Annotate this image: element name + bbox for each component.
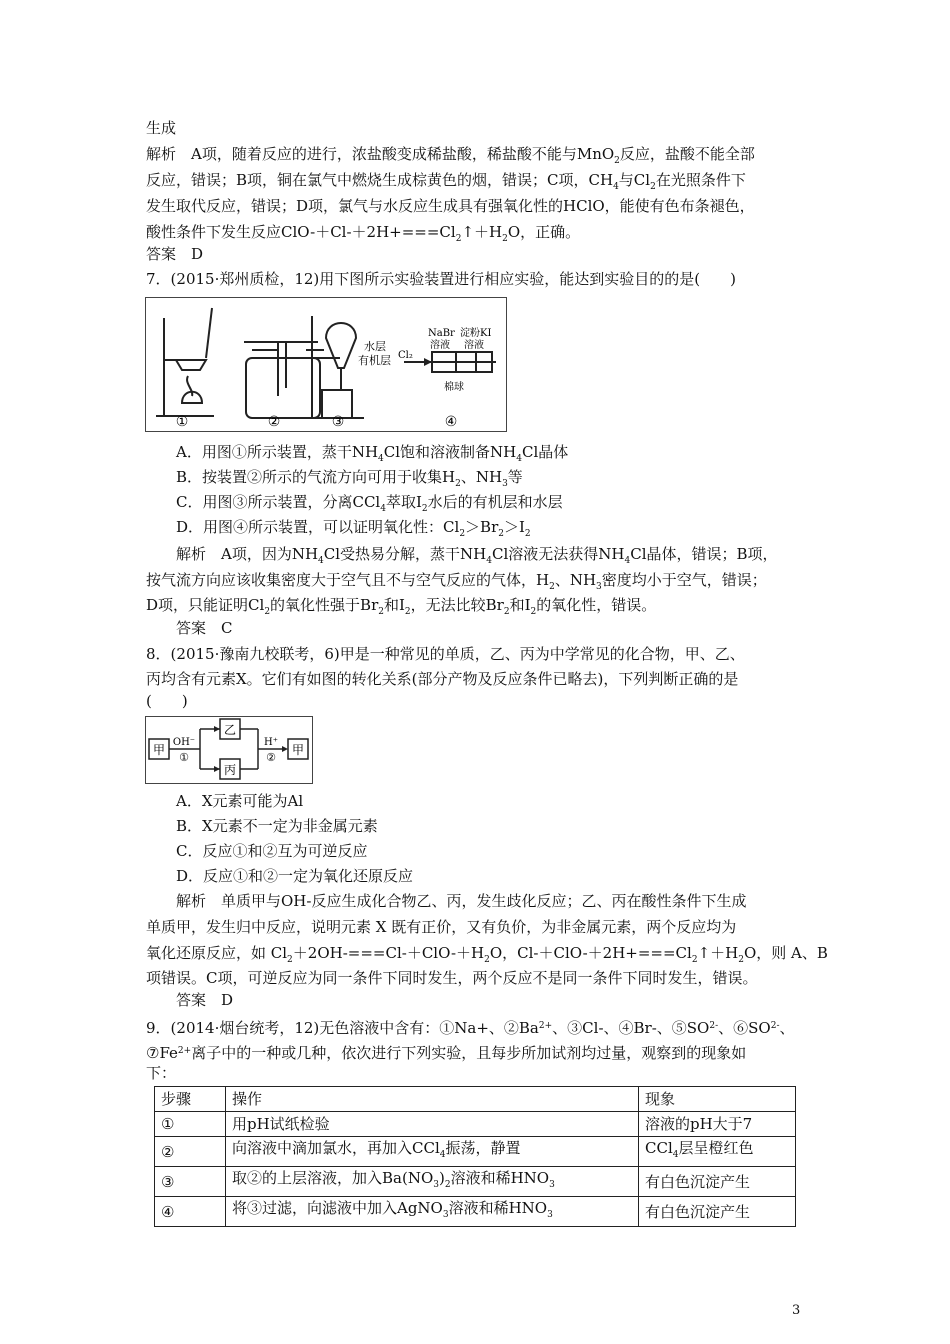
table-header-row (155, 1087, 796, 1112)
step2-label: ② (266, 751, 276, 764)
column-header: 步骤 (155, 1087, 226, 1112)
nabr-solution-label: 溶液 (430, 340, 450, 351)
page-number: 3 (792, 1303, 801, 1318)
answer: 答案 C (176, 619, 233, 637)
result-cell: 溶液的pH大于7 (639, 1112, 796, 1137)
question-9: 下： (146, 1064, 177, 1082)
explanation-line: 解析 单质甲与OH-反应生成化合物乙、丙，发生歧化反应；乙、丙在酸性条件下生成 (176, 892, 747, 910)
conversion-diagram (145, 716, 313, 784)
option-a: A．用图①所示装置，蒸干$NH_4Cl$饱和溶液制备$NH_4Cl$晶体 (176, 443, 569, 464)
fig-label-2: ② (267, 414, 281, 430)
cotton-label: 棉球 (444, 382, 464, 393)
starch-ki-label: 淀粉KI (460, 328, 492, 339)
answer: 答案 D (176, 991, 234, 1009)
starch-solution-label: 溶液 (464, 340, 484, 351)
option-c: C．用图③所示装置，分离CCl$_4$萃取$I_2$水后的有机层和水层 (176, 493, 563, 514)
explanation-line: 氧化还原反应，如 $Cl_2+2OH-===Cl-+ClO-+H_2O$，$Cl-+ClO-+2H+===Cl_2↑+H_2O$，则 A、B (146, 944, 828, 965)
fig-label-4: ④ (444, 414, 458, 430)
explanation-line: D项，只能证明$Cl_2$的氧化性强于$Br_2$和$I_2$，无法比较$Br_2$和$I_2$的氧化性，错误。 (146, 596, 657, 617)
table-row (155, 1197, 796, 1227)
text-line: 生成 (146, 119, 177, 137)
explanation-line: 单质甲，发生归中反应，说明元素 X 既有正价，又有负价，为非金属元素，两个反应均为 (146, 918, 737, 936)
operation-cell: 向溶液中滴加氯水，再加入CCl$_4$振荡，静置 (226, 1137, 639, 1167)
text-line: 酸性条件下发生反应ClO-$+Cl-+2H+===Cl_2↑+H_2O$，正确。 (146, 223, 581, 244)
step-cell: ④ (155, 1197, 226, 1227)
option-d: D．用图④所示装置，可以证明氧化性：$Cl_2>Br_2>I_2$ (176, 518, 531, 539)
h-label: H⁺ (264, 737, 278, 748)
option-b: B．按装置②所示的气流方向可用于收集$H_2$、$NH_3$等 (176, 468, 523, 489)
question-9: $⑦Fe^{2+}$离子中的一种或几种，依次进行下列实验，且每步所加试剂均过量，观察到的现象如 (146, 1044, 747, 1062)
text-line: 解析 A项，随着反应的进行，浓盐酸变成稀盐酸，稀盐酸不能与MnO$_2$反应，盐酸不能全部 (146, 145, 755, 166)
step1-label: ① (179, 751, 189, 764)
explanation-line: 解析 A项，因为$NH_4Cl$受热易分解，蒸干$NH_4Cl$溶液无法获得$NH_4Cl$晶体，错误；B项， (176, 545, 778, 566)
text-line: 反应，错误；B项，铜在氯气中燃烧生成棕黄色的烟，错误；C项，$CH_4$与$Cl_2$在光照条件下 (146, 171, 746, 192)
fig-label-3: ③ (331, 414, 345, 430)
table-row (155, 1112, 796, 1137)
table-row (155, 1137, 796, 1167)
yi-node: 乙 (223, 723, 237, 737)
question-8: ( ) (146, 692, 188, 710)
explanation-line: 项错误。C项，可逆反应为同一条件下同时发生，两个反应不是同一条件下同时发生，错误。 (146, 969, 758, 987)
oh-label: OH⁻ (172, 737, 196, 748)
organic-layer-label: 有机层 (358, 354, 391, 367)
column-header: 操作 (226, 1087, 639, 1112)
operation-cell: 用pH试纸检验 (226, 1112, 639, 1137)
water-layer-label: 水层 (364, 340, 386, 353)
result-cell: CCl$_4$层呈橙红色 (639, 1137, 796, 1167)
column-header: 现象 (639, 1087, 796, 1112)
result-cell: 有白色沉淀产生 (639, 1197, 796, 1227)
answer: 答案 D (146, 245, 204, 263)
step-cell: ③ (155, 1167, 226, 1197)
step-cell: ① (155, 1112, 226, 1137)
text-line: 发生取代反应，错误；D项，氯气与水反应生成具有强氧化性的HClO，能使有色布条褪色， (146, 197, 755, 215)
question-8: 8．(2015·豫南九校联考，6)甲是一种常见的单质，乙、丙为中学常见的化合物，甲、乙、 (146, 645, 745, 663)
step-cell: ② (155, 1137, 226, 1167)
jia-node: 甲 (152, 743, 166, 757)
fig-label-1: ① (175, 414, 189, 430)
nabr-label: NaBr (428, 328, 455, 339)
cl2-label: Cl₂ (398, 350, 413, 361)
result-cell: 有白色沉淀产生 (639, 1167, 796, 1197)
apparatus-figure (145, 297, 507, 432)
option-c: C．反应①和②互为可逆反应 (176, 842, 368, 860)
operation-cell: 取②的上层溶液，加入$Ba(NO_3)_2$溶液和稀$HNO_3$ (226, 1167, 639, 1197)
question-7: 7．(2015·郑州质检，12)用下图所示实验装置进行相应实验，能达到实验目的的是( ) (146, 270, 736, 288)
question-9: 9．(2014·烟台统考，12)无色溶液中含有：①Na+、$②Ba^{2+}$、③Cl-、④Br-、$⑤SO^{2-}$、$⑥SO^{2-}$、 (146, 1019, 795, 1037)
jia-node: 甲 (291, 743, 305, 757)
table-row (155, 1167, 796, 1197)
option-b: B．X元素不一定为非金属元素 (176, 817, 378, 835)
option-a: A．X元素可能为Al (176, 792, 304, 810)
experiment-table (154, 1086, 796, 1227)
question-8: 丙均含有元素X。它们有如图的转化关系(部分产物及反应条件已略去)，下列判断正确的是 (146, 670, 739, 688)
option-d: D．反应①和②一定为氧化还原反应 (176, 867, 414, 885)
operation-cell: 将③过滤，向滤液中加入AgNO$_3$溶液和稀$HNO_3$ (226, 1197, 639, 1227)
explanation-line: 按气流方向应该收集密度大于空气且不与空气反应的气体，$H_2$、$NH_3$密度均小于空气，错误； (146, 571, 767, 592)
bing-node: 丙 (223, 763, 237, 777)
